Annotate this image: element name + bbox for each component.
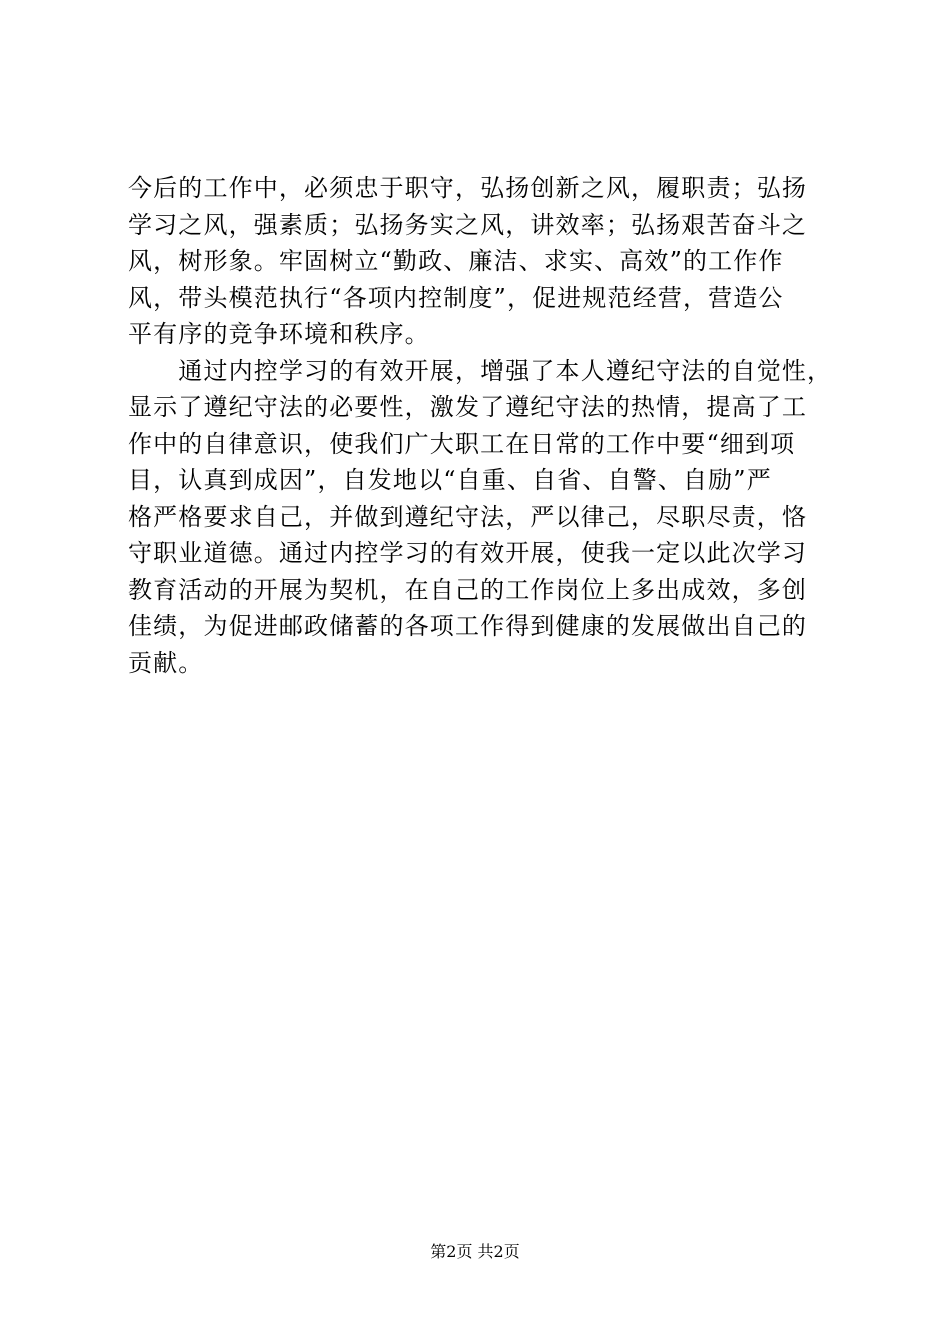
text-line: 通过内控学习的有效开展，增强了本人遵纪守法的自觉性， (128, 356, 833, 385)
text-line: 佳绩，为促进邮政储蓄的各项工作得到健康的发展做出自己的 (128, 612, 808, 640)
text-line: 目，认真到成因”，自发地以“自重、自省、自警、自励”严 (128, 466, 772, 494)
text-line: 贡献。 (128, 648, 204, 677)
page-footer: 第2页 共2页 (430, 1242, 520, 1261)
text-line: 今后的工作中，必须忠于职守，弘扬创新之风，履职责；弘扬 (128, 174, 808, 202)
text-line: 格严格要求自己，并做到遵纪守法，严以律己，尽职尽责，恪 (128, 502, 808, 531)
text-line: 显示了遵纪守法的必要性，激发了遵纪守法的热情，提高了工 (128, 393, 808, 421)
body-text (128, 170, 838, 681)
text-line: 教育活动的开展为契机，在自己的工作岗位上多出成效，多创 (128, 575, 808, 604)
text-line: 风，带头模范执行“各项内控制度”，促进规范经营，营造公 (128, 283, 784, 312)
text-line: 学习之风，强素质；弘扬务实之风，讲效率；弘扬艰苦奋斗之 (128, 210, 808, 239)
text-line: 平有序的竞争环境和秩序。 (128, 320, 430, 348)
text-line: 守职业道德。通过内控学习的有效开展，使我一定以此次学习 (128, 539, 808, 567)
text-line: 作中的自律意识，使我们广大职工在日常的工作中要“细到项 (128, 429, 796, 458)
text-line: 风，树形象。牢固树立“勤政、廉洁、求实、高效”的工作作 (128, 247, 784, 275)
